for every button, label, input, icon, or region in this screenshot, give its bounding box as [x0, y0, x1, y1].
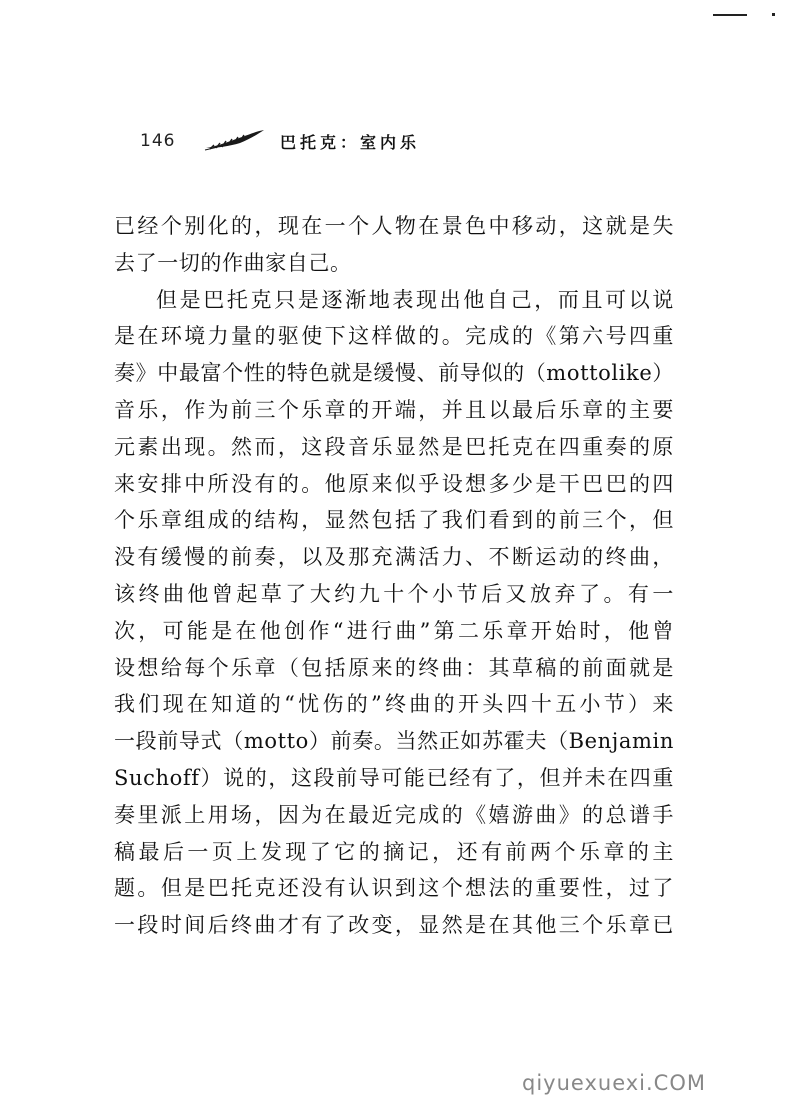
text-line: 来安排中所没有的。他原来似乎设想多少是干巴巴的四: [114, 471, 674, 496]
page-number: 146: [140, 131, 176, 151]
text-line: 我们现在知道的“忧伤的”终曲的开头四十五小节）来: [114, 692, 674, 717]
text-line: 一段时间后终曲才有了改变，显然是在其他三个乐章已: [114, 913, 674, 938]
text-line: 但是巴托克只是逐渐地表现出他自己，而且可以说: [156, 287, 674, 312]
text-line: 该终曲他曾起草了大约九十个小节后又放弃了。有一: [114, 581, 674, 606]
text-line: 题。但是巴托克还没有认识到这个想法的重要性，过了: [114, 876, 674, 901]
text-line: 个乐章组成的结构，显然包括了我们看到的前三个，但: [114, 508, 674, 533]
body-text: [114, 208, 674, 944]
feather-ornament-icon: [204, 129, 266, 153]
top-tick: [772, 13, 775, 16]
watermark: qiyuexuexi.COM: [522, 1071, 706, 1095]
text-line: 一段前导式（motto）前奏。当然正如苏霍夫（Benjamin: [114, 729, 674, 754]
text-line: 已经个别化的，现在一个人物在景色中移动，这就是失: [114, 214, 674, 238]
text-line: 元素出现。然而，这段音乐显然是巴托克在四重奏的原: [114, 434, 674, 459]
text-line: 音乐，作为前三个乐章的开端，并且以最后乐章的主要: [114, 397, 674, 422]
text-line: 奏里派上用场，因为在最近完成的《嬉游曲》的总谱手: [114, 802, 674, 827]
page-header: [140, 124, 420, 158]
text-line: Suchoff）说的，这段前导可能已经有了，但并未在四重: [114, 765, 674, 790]
text-line: 奏》中最富个性的特色就是缓慢、前导似的（mottolike）: [114, 361, 674, 386]
text-line: 次，可能是在他创作“进行曲”第二乐章开始时，他曾: [114, 618, 674, 643]
text-line: 没有缓慢的前奏，以及那充满活力、不断运动的终曲，: [114, 545, 674, 570]
top-rule: [713, 14, 747, 16]
text-line: 设想给每个乐章（包括原来的终曲：其草稿的前面就是: [114, 655, 674, 680]
text-line: 稿最后一页上发现了它的摘记，还有前两个乐章的主: [114, 839, 674, 864]
text-line: 是在环境力量的驱使下这样做的。完成的《第六号四重: [114, 324, 674, 349]
text-line: 去了一切的作曲家自己。: [114, 250, 352, 275]
running-title: 巴托克：室内乐: [280, 132, 421, 152]
